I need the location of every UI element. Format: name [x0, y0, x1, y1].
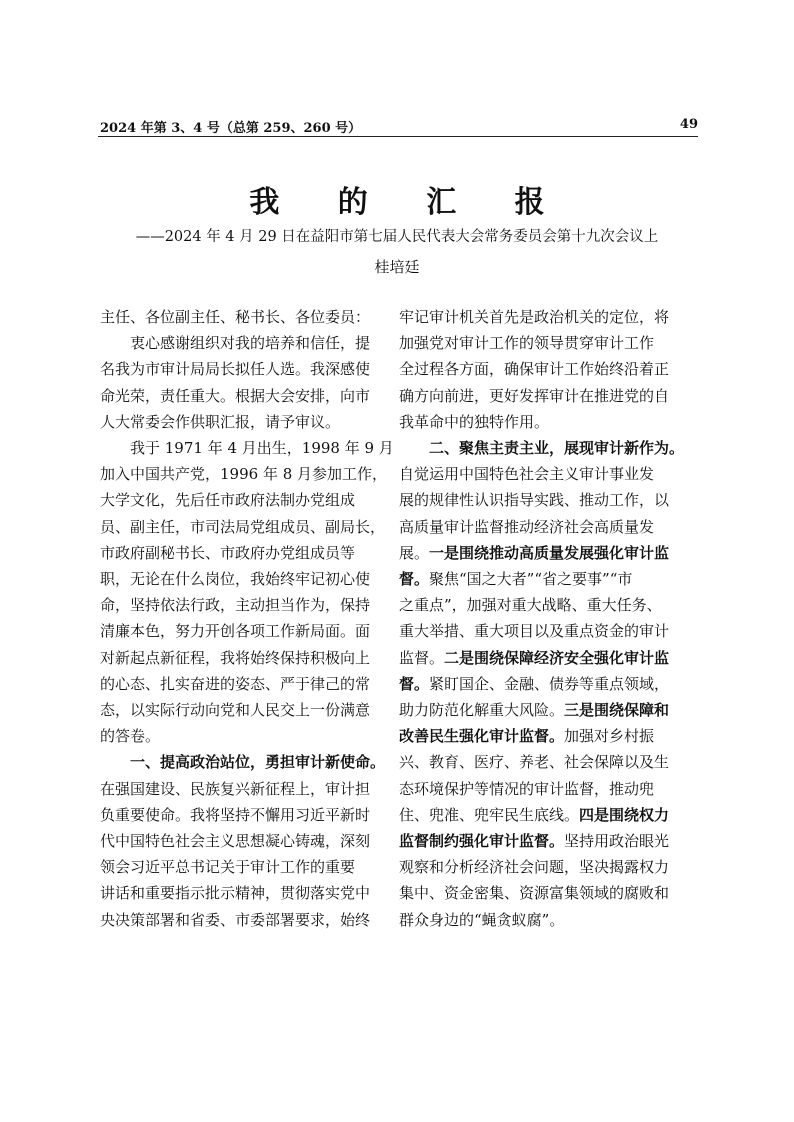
- text-line: [100, 487, 397, 513]
- line-text: 衷心感谢组织对我的培养和信任，提: [130, 334, 371, 353]
- line-text: 人大常委会作供职汇报，请予审议。: [100, 412, 341, 431]
- text-line: [399, 330, 696, 356]
- text-line: [399, 802, 696, 828]
- text-line: [100, 592, 397, 618]
- line-text: 对新起点新征程，我将始终保持积极向上: [100, 648, 371, 667]
- text-line: [100, 749, 397, 775]
- text-line: [399, 461, 696, 487]
- header-rule: [98, 136, 698, 137]
- text-line: [100, 645, 397, 671]
- article-author: 桂培廷: [374, 258, 420, 276]
- text-line: [399, 671, 696, 697]
- text-line: [100, 514, 397, 540]
- text-line: [399, 487, 696, 513]
- text-line: [100, 802, 397, 828]
- line-text: 大学文化，先后任市政府法制办党组成: [100, 491, 356, 510]
- line-text: 清廉本色，努力开创各项工作新局面。面: [100, 622, 371, 641]
- text-line: [399, 749, 696, 775]
- bold-heading: 四是围绕权力: [579, 805, 670, 824]
- line-text: 代中国特色社会主义思想凝心铸魂，深刻: [100, 832, 371, 851]
- line-text: 牢记审计机关首先是政治机关的定位，将: [399, 308, 670, 326]
- line-text: 住、兜准、兜牢民生底线。: [399, 805, 580, 824]
- line-text: 的答卷。: [100, 727, 161, 746]
- line-text: 展。: [399, 543, 430, 562]
- line-text: 兴、教育、医疗、养老、社会保障以及生: [399, 753, 670, 772]
- line-text: 高质量审计监督推动经济社会高质量发: [399, 517, 655, 536]
- text-line: [100, 618, 397, 644]
- text-line: [399, 592, 696, 618]
- line-text: 确方向前进，更好发挥审计在推进党的自: [399, 386, 670, 405]
- line-text: 全过程各方面，确保审计工作始终沿着正: [399, 360, 670, 379]
- text-line: [100, 828, 397, 854]
- text-line: [399, 723, 696, 749]
- article-title: 我 的 汇 报: [249, 185, 569, 220]
- text-line: [399, 566, 696, 592]
- text-line: [399, 880, 696, 906]
- text-line: [100, 383, 397, 409]
- line-text: 自觉运用中国特色社会主义审计事业发: [399, 465, 655, 484]
- text-line: [399, 514, 696, 540]
- line-text: 集中、资金密集、资源富集领域的腐败和: [399, 884, 670, 903]
- line-text: 我革命中的独特作用。: [399, 412, 550, 431]
- bold-heading: 督。: [399, 674, 430, 693]
- bold-heading: 一是围绕推动高质量发展强化审计监: [429, 543, 670, 562]
- text-line: [399, 435, 696, 461]
- line-text: 展的规律性认识指导实践、推动工作，以: [399, 491, 670, 510]
- line-text: 领会习近平总书记关于审计工作的重要: [100, 858, 356, 877]
- bold-heading: 一、提高政治站位，勇担审计新使命。: [130, 753, 386, 772]
- line-text: 之重点”，加强对重大战略、重大任务、: [399, 596, 662, 615]
- line-text: 员、副主任，市司法局党组成员、副局长，: [100, 517, 386, 536]
- bold-heading: 三是围绕保障和: [564, 701, 670, 720]
- text-line: [399, 383, 696, 409]
- line-text: 紧盯国企、金融、债券等重点领域，: [429, 674, 670, 693]
- text-line: [399, 907, 696, 933]
- line-text: 加强对乡村振: [564, 727, 655, 746]
- bold-heading: 改善民生强化审计监督。: [399, 727, 565, 746]
- text-line: [399, 854, 696, 880]
- line-text: 态环境保护等情况的审计监督，推动兜: [399, 779, 655, 798]
- text-line: [399, 645, 696, 671]
- left-column: [100, 304, 397, 933]
- text-line: [100, 356, 397, 382]
- line-text: 命光荣，责任重大。根据大会安排，向市: [100, 386, 371, 405]
- line-text: 的心态、扎实奋进的姿态、严于律己的常: [100, 674, 371, 693]
- line-text: 助力防范化解重大风险。: [399, 701, 565, 720]
- line-text: 重大举措、重大项目以及重点资金的审计: [399, 622, 670, 641]
- line-text: 加强党对审计工作的领导贯穿审计工作: [399, 334, 655, 353]
- line-text: 主任、各位副主任、秘书长、各位委员：: [100, 308, 371, 326]
- line-text: 市政府副秘书长、市政府办党组成员等: [100, 543, 356, 562]
- text-line: [100, 697, 397, 723]
- article-subtitle: ——2024 年 4 月 29 日在益阳市第七届人民代表大会常务委员会第十九次会议上: [135, 229, 659, 245]
- line-text: 在强国建设、民族复兴新征程上，审计担: [100, 779, 371, 798]
- text-line: [100, 461, 397, 487]
- text-line: [100, 854, 397, 880]
- text-line: [100, 330, 397, 356]
- journal-issue: 2024 年第 3、4 号（总第 259、260 号）: [100, 121, 362, 136]
- line-text: 态，以实际行动向党和人民交上一份满意: [100, 701, 371, 720]
- line-text: 群众身边的“蝇贪蚁腐”。: [399, 910, 565, 929]
- text-line: [399, 697, 696, 723]
- text-line: [399, 776, 696, 802]
- text-line: [399, 540, 696, 566]
- bold-heading: 二是围绕保障经济安全强化审计监: [444, 648, 670, 667]
- bold-heading: 二、聚焦主责主业，展现审计新作为。: [429, 439, 685, 458]
- bold-heading: 监督制约强化审计监督。: [399, 832, 565, 851]
- line-text: 职，无论在什么岗位，我始终牢记初心使: [100, 570, 371, 589]
- text-line: [100, 723, 397, 749]
- line-text: 监督。: [399, 648, 445, 667]
- text-line: [399, 828, 696, 854]
- page-number: 49: [679, 117, 698, 132]
- line-text: 聚焦“国之大者”“省之要事”“市: [429, 570, 633, 589]
- text-line: [100, 435, 397, 461]
- text-line: [100, 671, 397, 697]
- line-text: 名我为市审计局局长拟任人选。我深感使: [100, 360, 371, 379]
- text-line: [399, 304, 696, 330]
- text-line: [399, 409, 696, 435]
- right-column: [399, 304, 696, 933]
- text-line: [399, 356, 696, 382]
- line-text: 央决策部署和省委、市委部署要求，始终: [100, 910, 371, 929]
- text-line: [100, 409, 397, 435]
- text-line: [100, 776, 397, 802]
- line-text: 加入中国共产党，1996 年 8 月参加工作，: [100, 465, 388, 484]
- line-text: 讲话和重要指示批示精神，贯彻落实党中: [100, 884, 371, 903]
- text-line: [100, 540, 397, 566]
- line-text: 观察和分析经济社会问题，坚决揭露权力: [399, 858, 670, 877]
- text-line: [100, 304, 397, 330]
- bold-heading: 督。: [399, 570, 430, 589]
- text-line: [100, 880, 397, 906]
- line-text: 负重要使命。我将坚持不懈用习近平新时: [100, 805, 371, 824]
- line-text: 我于 1971 年 4 月出生，1998 年 9 月: [130, 439, 394, 458]
- text-line: [399, 618, 696, 644]
- text-line: [100, 907, 397, 933]
- line-text: 命，坚持依法行政，主动担当作为，保持: [100, 596, 371, 615]
- line-text: 坚持用政治眼光: [564, 832, 670, 851]
- text-line: [100, 566, 397, 592]
